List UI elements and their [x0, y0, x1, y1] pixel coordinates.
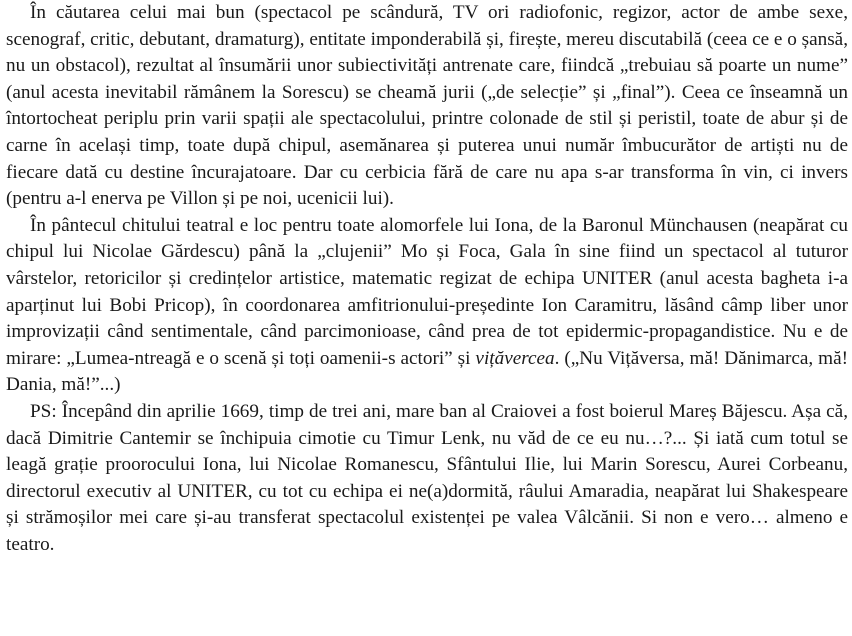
paragraph-1-text: În căutarea celui mai bun (spectacol pe scândură, TV ori radiofonic, regizor, actor de ambe sexe, scenograf, critic, debutant, dramaturg), entitate imponderabilă și, firește, mereu discutabilă (ceea ce e o șansă, nu un obstacol), rezultat al însumării unor subiectivități antrenate care, fiindcă „trebuiau să poarte un nume” (anul acesta inevitabil rămânem la Sorescu) se cheamă jurii („de selecție” și „final”). Ceea ce înseamnă un întortocheat periplu prin varii spații ale spectacolului, printre colonade de stil și peristil, toate de abur și de carne în același timp, toate după chipul, asemănarea și puterea unui număr îmbucurător de artiști nu de fiecare dată cu destine încurajatoare. Dar cu cerbicia fără de care nu apa s-ar transforma în vin, ci invers (pentru a-l enerva pe Villon și pe noi, ucenicii lui). — [6, 2, 848, 210]
paragraph-2 — [6, 213, 848, 399]
paragraph-1 — [6, 0, 848, 213]
paragraph-3 — [6, 399, 848, 559]
paragraph-2-text: În pântecul chitului teatral e loc pentru toate alomorfele lui Iona, de la Baronul Münchausen (neapărat cu chipul lui Nicolae Gărdescu) până la „clujenii” Mo și Foca, Gala în sine fiind un spectacol al tuturor vârstelor, retoricilor și credințelor artistice, matematic regizat de echipa UNITER (anul acesta bagheta i-a aparținut lui Bobi Pricop), în coordonarea amfitrionului-președinte Ion Caramitru, lăsând câmp liber unor improvizații când sentimentale, când parcimonioase, când prea de tot epidermic-propagandistice. Nu e de mirare: „Lumea-ntreagă e o scenă și toți oamenii-s actori” și — [6, 214, 848, 369]
article-body — [6, 0, 848, 558]
paragraph-2-italic-word: vițăvercea — [475, 347, 555, 369]
paragraph-3-text: PS: Începând din aprilie 1669, timp de trei ani, mare ban al Craiovei a fost boierul Mareș Băjescu. Așa că, dacă Dimitrie Cantemir se închipuia cimotie cu Timur Lenk, nu văd de ce eu nu…?... Și iată cum totul se leagă grație proorocului Iona, lui Nicolae Romanescu, Sfântului Ilie, lui Marin Sorescu, Aurei Corbeanu, directorul executiv al UNITER, cu tot cu echipa ei ne(a)dormită, râului Amaradia, neapărat lui Shakespeare și strămoșilor mei care și-au transferat spectacolul existenței pe valea Vâlcănii. Si non e vero… almeno e teatro. — [6, 400, 848, 555]
paragraph-2-text-end: . („Nu Vițăversa, mă! Dănimarca, mă! Dania, mă!”...) — [6, 347, 849, 396]
